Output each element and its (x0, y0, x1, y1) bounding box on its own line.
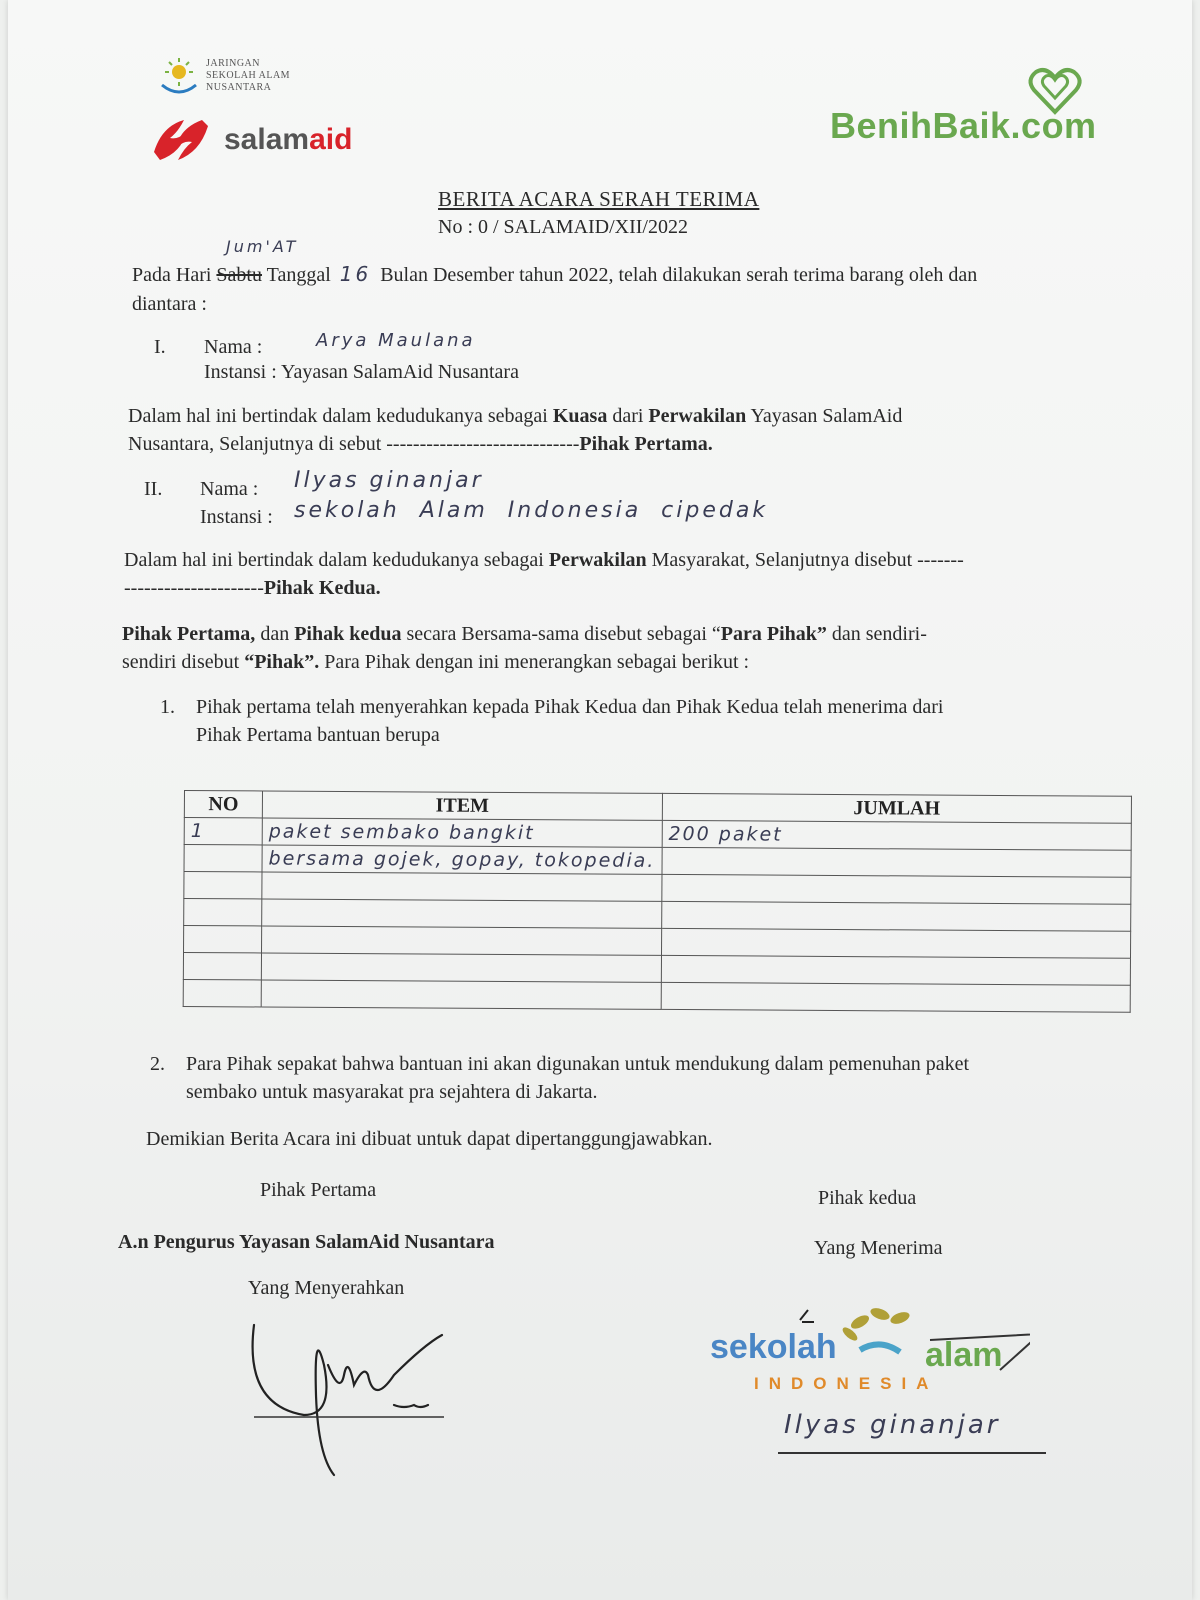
right-heading: Pihak kedua (818, 1187, 917, 1209)
tanggal-handwritten: 16 (339, 262, 372, 286)
cell-no (183, 979, 261, 1006)
party2-desc-line2: --------------------- (124, 577, 264, 599)
cell-jumlah: 200 paket (662, 820, 1131, 850)
party1-nama-label: Nama : (204, 336, 263, 358)
opening-line-2: diantara : (132, 293, 207, 315)
cell-item: paket sembako bangkit (262, 818, 662, 847)
party2-nama-value: Ilyas ginanjar (294, 468, 484, 493)
party2-desc-a: Dalam hal ini bertindak dalam kedudukanya sebagai (124, 549, 544, 571)
cell-item (261, 953, 661, 982)
party1-desc-kuasa: Kuasa (552, 405, 608, 427)
salamaid-logo (148, 112, 352, 168)
party1-desc-line-1 (128, 402, 902, 430)
jaringan-sekolah-alam-logo (158, 55, 290, 97)
left-heading: Pihak Pertama (260, 1179, 377, 1201)
left-signature (244, 1305, 464, 1485)
party2-desc-b: Masyarakat, Selanjutnya disebut ------- (646, 549, 964, 571)
right-role: Yang Menerima (814, 1237, 943, 1259)
party2-role: Pihak Kedua. (263, 577, 381, 599)
opening-line-1 (132, 260, 977, 289)
cell-no (184, 926, 262, 953)
document-page (8, 0, 1192, 1600)
header-item: ITEM (262, 791, 662, 820)
item1-line-1: Pihak pertama telah menyerahkan kepada Pihak Kedua dan Pihak Kedua telah menerima dari (196, 696, 944, 718)
party1-instansi (204, 358, 519, 386)
para-pihak-t3: dan sendiri- (831, 623, 927, 645)
sun-icon (158, 55, 200, 97)
sekolah-word: sekolah (710, 1328, 837, 1366)
salamaid-suffix: aid (309, 123, 353, 156)
party2-instansi-label: Instansi : (200, 506, 273, 528)
cell-no (184, 845, 262, 872)
salamaid-prefix: salam (224, 123, 310, 156)
item2-line-2: sembako untuk masyarakat pra sejahtera di Jakarta. (186, 1081, 598, 1103)
left-org: A.n Pengurus Yayasan SalamAid Nusantara (118, 1231, 495, 1253)
item2-number: 2. (150, 1053, 165, 1075)
cell-item (262, 872, 662, 901)
cell-no: 1 (184, 818, 262, 845)
indonesia-word: INDONESIA (754, 1374, 939, 1393)
party1-nama-value: Arya Maulana (316, 330, 476, 351)
para-pihak-p1: Pihak Pertama, (122, 623, 256, 645)
salamaid-wordmark (224, 123, 352, 157)
party2-numeral: II. (144, 478, 163, 500)
cell-item (262, 926, 662, 955)
para-pihak-p2: Pihak kedua (294, 623, 402, 645)
document-title: BERITA ACARA SERAH TERIMA (438, 187, 760, 211)
items-table (183, 790, 1132, 1013)
cell-jumlah (661, 928, 1130, 958)
hari-handwritten: Jum'AT (226, 237, 299, 256)
party2-nama-label: Nama : (200, 478, 259, 500)
para-pihak-line-2 (122, 648, 749, 676)
item1-line-2: Pihak Pertama bantuan berupa (196, 724, 440, 746)
cell-jumlah (661, 982, 1130, 1012)
party1-desc-line-2 (128, 430, 713, 458)
item1-number: 1. (160, 696, 175, 718)
party2-desc-perwakilan: Perwakilan (548, 549, 647, 571)
party1-desc-perwakilan: Perwakilan (648, 405, 747, 427)
alam-word: alam (925, 1336, 1003, 1374)
item2-line-1: Para Pihak sepakat bahwa bantuan ini akan digunakan untuk mendukung dalam pemenuhan paket (186, 1053, 970, 1075)
hands-icon (148, 112, 214, 168)
para-pihak-line-1 (122, 620, 927, 648)
cell-no (183, 953, 261, 980)
para-pihak-t1: dan (260, 623, 290, 645)
sekolah-alam-indonesia-stamp (710, 1300, 1030, 1410)
party1-desc-c: Yayasan SalamAid (750, 405, 903, 427)
cell-no (184, 872, 262, 899)
benihbaik-wordmark: BenihBaik.com (830, 105, 1097, 146)
cell-jumlah (661, 901, 1130, 931)
benihbaik-logo (830, 60, 1160, 150)
party1-role: Pihak Pertama. (579, 433, 713, 455)
para-pihak-line2c: Para Pihak dengan ini menerangkan sebagai berikut : (324, 651, 750, 673)
para-pihak-p3: Para Pihak” (720, 623, 827, 645)
cell-no (184, 899, 262, 926)
party1-desc-b: dari (612, 405, 644, 427)
hari-struck: Sabtu (216, 264, 262, 286)
para-pihak-line2b: “Pihak”. (244, 651, 320, 673)
right-signature-line (778, 1452, 1046, 1454)
tanggal-label: Tanggal (266, 264, 331, 286)
cell-jumlah (662, 874, 1131, 904)
jaringan-line-3: NUSANTARA (206, 82, 272, 93)
document-number: No : 0 / SALAMAID/XII/2022 (438, 216, 688, 238)
para-pihak-t2: secara Bersama-sama disebut sebagai “ (406, 623, 721, 645)
cell-jumlah (662, 847, 1131, 877)
closing-statement: Demikian Berita Acara ini dibuat untuk dapat dipertanggungjawabkan. (146, 1128, 713, 1150)
cell-jumlah (661, 955, 1130, 985)
party2-desc-line-1 (124, 546, 964, 574)
party1-instansi-value: Yayasan SalamAid Nusantara (281, 361, 519, 383)
cell-item: bersama gojek, gopay, tokopedia. (262, 845, 662, 874)
header-jumlah: JUMLAH (662, 793, 1131, 823)
jaringan-line-1: JARINGAN (206, 58, 260, 69)
para-pihak-line2a: sendiri disebut (122, 651, 240, 673)
party1-instansi-label: Instansi : (204, 361, 277, 383)
hari-label: Pada Hari (132, 264, 212, 286)
party1-desc-a: Dalam hal ini bertindak dalam kedudukanya sebagai (128, 405, 548, 427)
opening-rest: Bulan Desember tahun 2022, telah dilakukan serah terima barang oleh dan (380, 264, 978, 286)
header-no: NO (184, 791, 262, 818)
party2-instansi-value: sekolah Alam Indonesia cipedak (294, 498, 769, 523)
cell-item (261, 980, 661, 1009)
party1-numeral: I. (154, 336, 166, 358)
party1-desc-line2: Nusantara, Selanjutnya di sebut ----------------------------- (128, 433, 580, 455)
jaringan-line-2: SEKOLAH ALAM (206, 70, 291, 81)
cell-item (262, 899, 662, 928)
right-signature-name: Ilyas ginanjar (784, 1410, 1001, 1440)
table-row (183, 979, 1130, 1012)
left-role: Yang Menyerahkan (248, 1277, 405, 1299)
party2-desc-line-2 (124, 574, 381, 602)
